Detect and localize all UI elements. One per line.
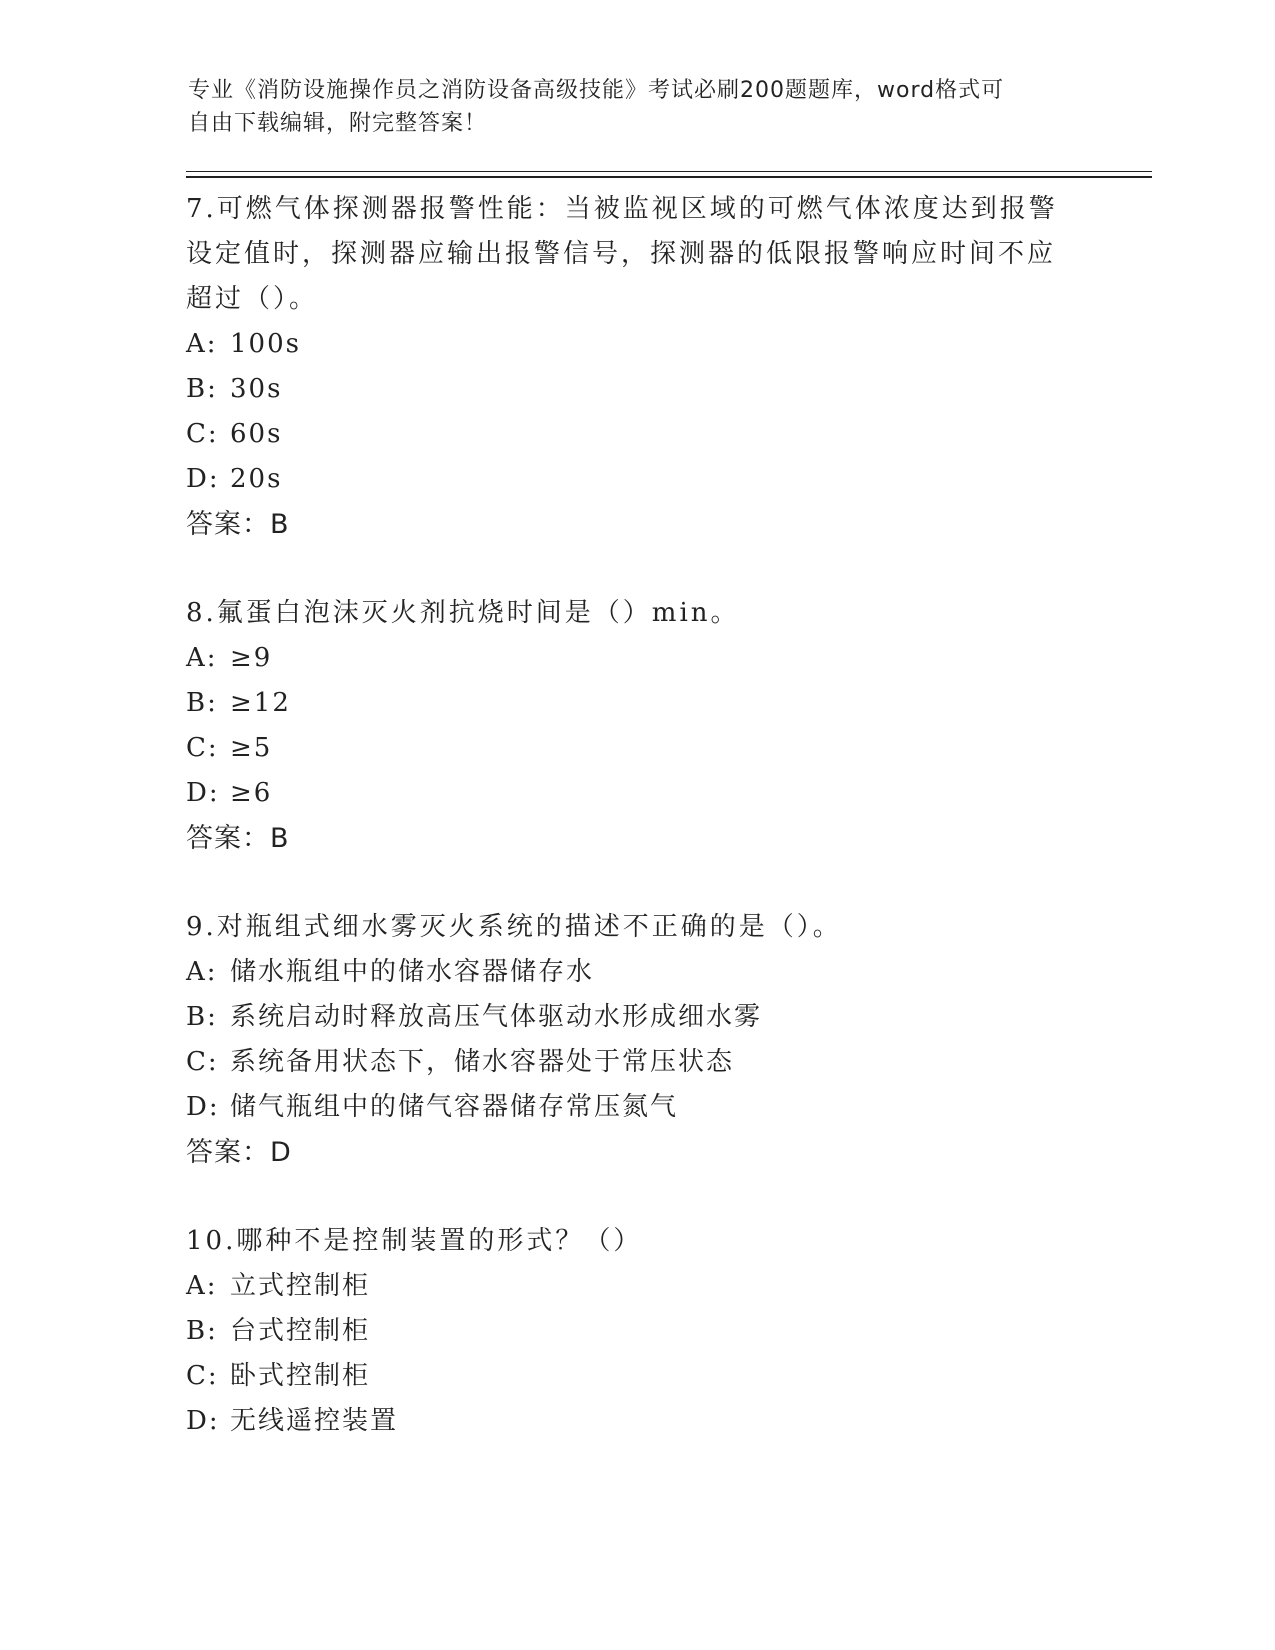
option-key: B: [186,1316,218,1346]
option-b [186,1309,1086,1354]
option-text: ≥5 [230,733,273,763]
header-line-1: 专业《消防设施操作员之消防设备高级技能》考试必刷200题题库，word格式可 [188,78,1005,103]
option-c [186,1354,1086,1399]
question-stem [186,1219,1086,1264]
option-key: D: [186,1406,220,1436]
option-text: ≥12 [230,688,291,718]
option-c [186,1040,1086,1085]
option-key: D: [186,464,220,494]
option-text: 台式控制柜 [230,1316,371,1346]
option-text: 30s [230,374,283,404]
stem-line: 9.对瓶组式细水雾灭火系统的描述不正确的是（）。 [186,912,842,942]
document-header [188,74,1068,140]
question-8 [186,591,1086,861]
option-key: D: [186,1092,220,1122]
option-key: B: [186,374,218,404]
option-text: 60s [230,419,283,449]
option-key: A: [186,643,218,673]
header-divider-thin [186,171,1152,172]
option-key: D: [186,778,220,808]
question-9 [186,905,1086,1175]
answer-line: 答案：B [186,509,290,540]
option-d [186,1399,1086,1444]
option-d [186,457,1086,502]
option-text: 无线遥控装置 [230,1406,399,1436]
option-a [186,950,1086,995]
option-b [186,681,1086,726]
option-a [186,1264,1086,1309]
option-key: B: [186,1002,218,1032]
question-10 [186,1219,1086,1444]
stem-line: 设定值时，探测器应输出报警信号，探测器的低限报警响应时间不应 [186,239,1057,269]
header-line-2: 自由下载编辑，附完整答案！ [188,111,488,136]
option-a [186,636,1086,681]
option-key: C: [186,1047,219,1077]
header-divider-thick [186,176,1152,178]
option-c [186,412,1086,457]
option-key: B: [186,688,218,718]
question-7 [186,187,1086,547]
option-text: 储气瓶组中的储气容器储存常压氮气 [230,1092,679,1122]
option-text: 100s [230,329,301,359]
question-stem [186,905,1086,950]
option-b [186,995,1086,1040]
option-key: A: [186,1271,218,1301]
option-text: ≥6 [230,778,273,808]
option-c [186,726,1086,771]
answer-line: 答案：D [186,1137,292,1168]
option-text: 系统备用状态下，储水容器处于常压状态 [230,1047,735,1077]
option-key: C: [186,1361,219,1391]
option-key: A: [186,957,218,987]
option-text: ≥9 [230,643,273,673]
stem-line: 8.氟蛋白泡沫灭火剂抗烧时间是（）min。 [186,598,740,628]
option-d [186,1085,1086,1130]
option-key: C: [186,419,219,449]
question-stem [186,591,1086,636]
question-stem [186,187,1086,322]
option-text: 系统启动时释放高压气体驱动水形成细水雾 [230,1002,763,1032]
answer-line: 答案：B [186,823,290,854]
stem-line: 10.哪种不是控制装置的形式？（） [186,1226,643,1256]
stem-line: 超过（）。 [186,284,319,314]
option-d [186,771,1086,816]
option-text: 立式控制柜 [230,1271,371,1301]
option-text: 储水瓶组中的储水容器储存水 [230,957,595,987]
option-a [186,322,1086,367]
option-key: A: [186,329,218,359]
option-text: 卧式控制柜 [230,1361,371,1391]
option-key: C: [186,733,219,763]
option-text: 20s [230,464,283,494]
stem-line: 7.可燃气体探测器报警性能：当被监视区域的可燃气体浓度达到报警 [186,194,1058,224]
question-list [186,187,1086,1444]
option-b [186,367,1086,412]
